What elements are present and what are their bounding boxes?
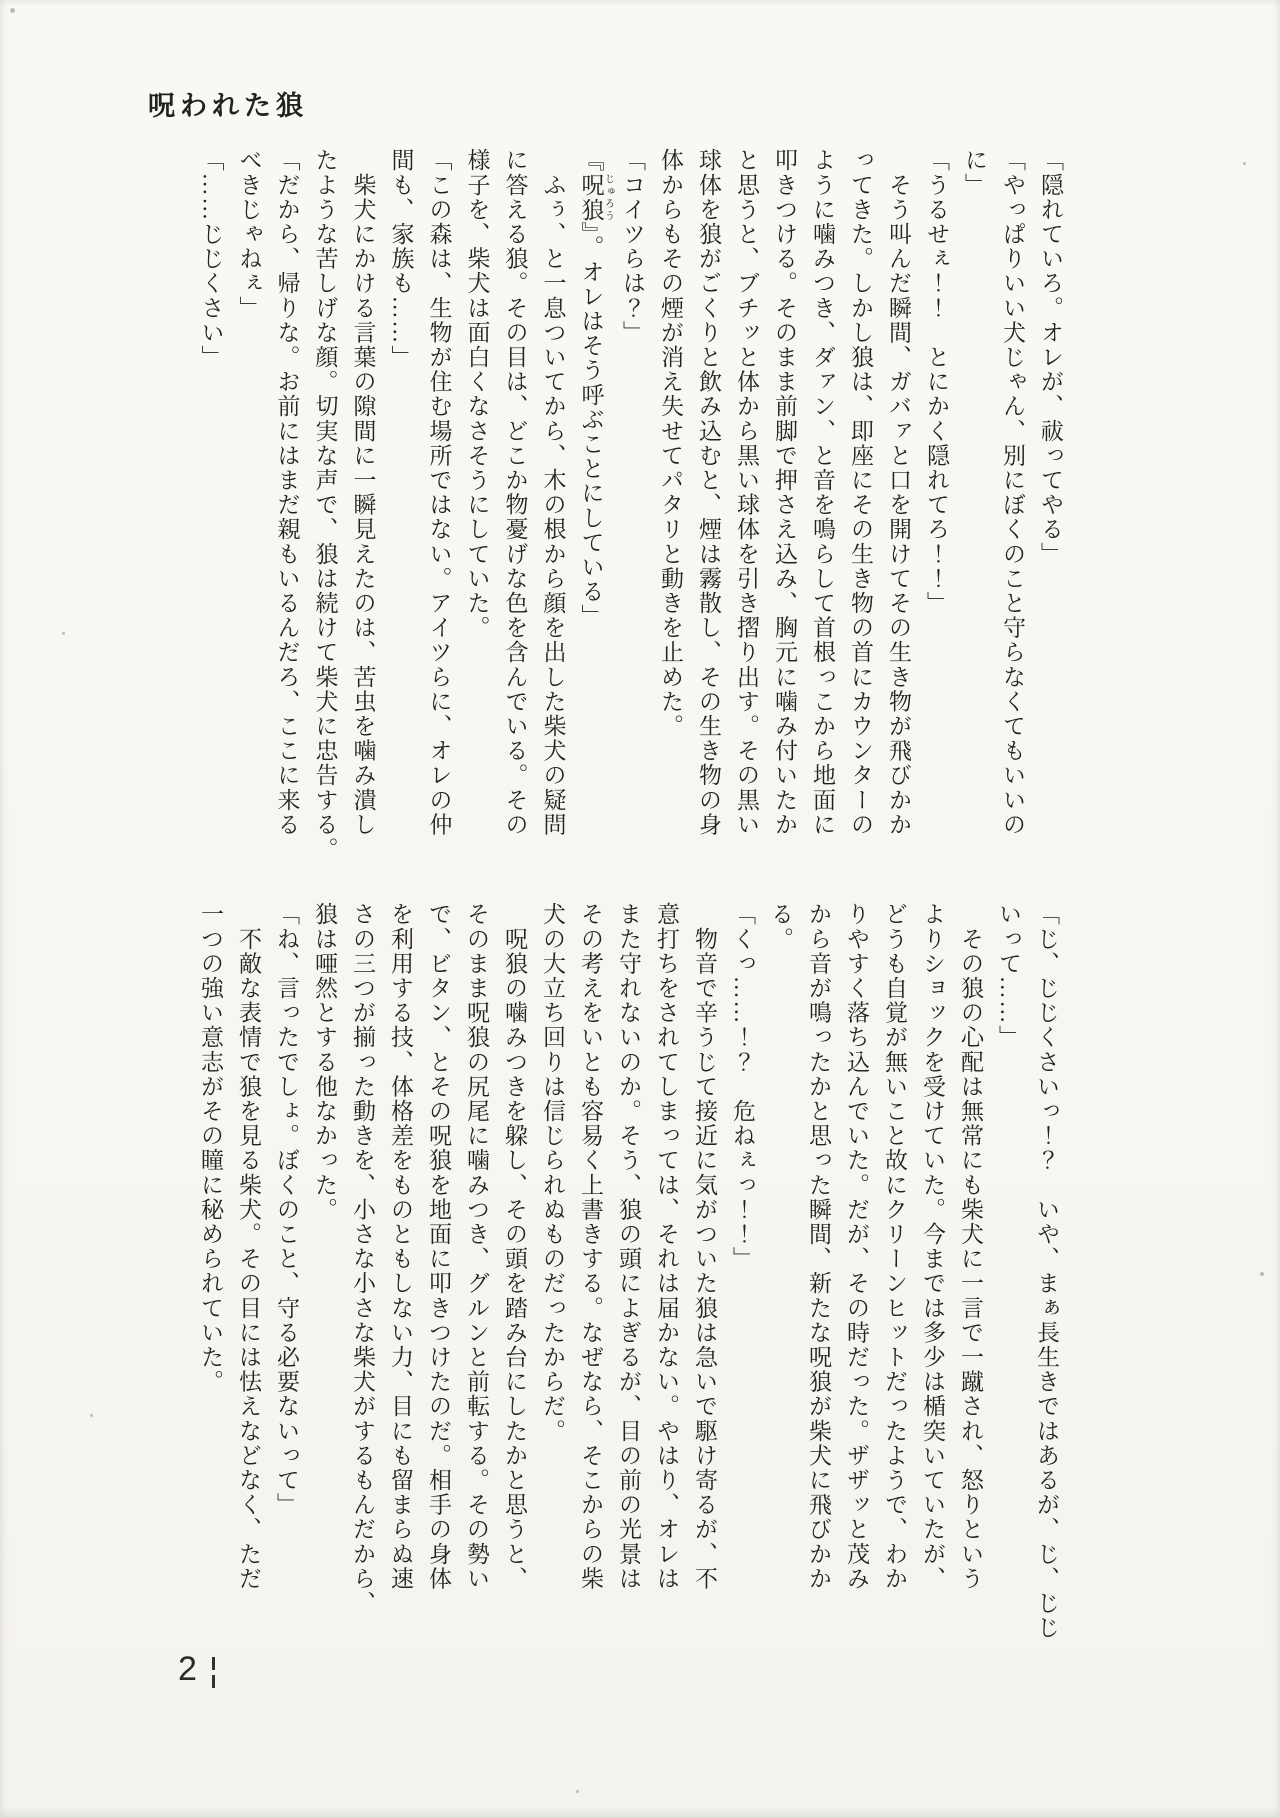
- text-column: に」: [962, 148, 987, 198]
- text-column: 「うるせぇ！！ とにかく隠れてろ！！」: [924, 148, 949, 616]
- text-column: そう叫んだ瞬間、ガバァと口を開けてその生き物が飛びかか: [886, 148, 911, 837]
- text-column: ふぅ、と一息ついてから、木の根から顔を出した柴犬の疑問: [540, 148, 566, 837]
- text-column: その狼の心配は無常にも柴犬に一言で一蹴され、怒りという: [958, 902, 983, 1591]
- upper-text-block: [192, 148, 1070, 861]
- page-title: 呪われた狼: [148, 91, 308, 121]
- text-column: 「だから、帰りな。お前にはまだ親もいるんだろ、ここに来る: [274, 148, 300, 837]
- text-column: そのまま呪狼の尻尾に噛みつき、グルンと前転する。その勢い: [464, 902, 489, 1591]
- text-column: 不敵な表情で狼を見る柴犬。その目には怯えなどなく、ただ: [236, 902, 261, 1591]
- text-column: 意打ちをされてしまっては、それは届かない。やはり、オレは: [654, 902, 679, 1591]
- text-column: ってきた。しかし狼は、即座にその生き物の首にカウンターの: [848, 148, 873, 837]
- lower-text-block: [191, 902, 1065, 1640]
- text-column: また守れないのか。そう、狼の頭によぎるが、目の前の光景は: [616, 902, 641, 1591]
- text-column: 「コイツらは？」: [620, 148, 645, 345]
- text-column: 柴犬にかける言葉の隙間に一瞬見えたのは、苦虫を噛み潰し: [350, 148, 376, 837]
- text-column: 「この森は、生物が住む場所ではない。アイツらに、オレの仲: [426, 148, 452, 837]
- text-column: を利用する技、体格差をものともしない力、目にも留まらぬ速: [388, 902, 413, 1591]
- text-column: から音が鳴ったかと思った瞬間、新たな呪狼が柴犬に飛びかか: [806, 902, 831, 1591]
- text-column: 「くっ……！？ 危ねぇっ！！」: [730, 902, 755, 1271]
- text-column: 体からもその煙が消え失せてパタリと動きを止めた。: [658, 148, 683, 739]
- text-column: 球体を狼がごくりと飲み込むと、煙は霧散し、その生き物の身: [696, 148, 721, 837]
- text-column: 犬の大立ち回りは信じられぬものだったからだ。: [540, 902, 565, 1444]
- text-column: 「……じじくさい」: [198, 148, 224, 370]
- scan-speck: [90, 1414, 93, 1417]
- scan-speck: [576, 1790, 579, 1793]
- scan-speck: [10, 8, 15, 13]
- scan-speck: [1260, 1272, 1264, 1276]
- page-footer: [178, 1652, 215, 1688]
- text-column: よりショックを受けていた。今までは多少は楯突いていたが、: [920, 902, 945, 1591]
- text-column: る。: [768, 902, 793, 952]
- page-number: 2: [178, 1650, 197, 1688]
- text-column: 狼は唖然とする他なかった。: [312, 902, 337, 1222]
- text-column: 「ね、言ったでしょ。ぼくのこと、守る必要ないって」: [274, 902, 299, 1517]
- page-number-ticks: [212, 1657, 215, 1688]
- text-column: 「じ、じじくさいっ！？ いや、まぁ長生きではあるが、じ、じじ: [1034, 902, 1059, 1640]
- text-column: 物音で辛うじて接近に気がついた狼は急いで駆け寄るが、不: [692, 902, 717, 1591]
- text-column: ように噛みつき、ダァン、と音を鳴らして首根っこから地面に: [810, 148, 835, 837]
- text-column: 一つの強い意志がその瞳に秘められていた。: [198, 902, 223, 1394]
- text-column: りやすく落ち込んでいた。だが、その時だった。ザザッと茂み: [844, 902, 869, 1591]
- text-column: いって……」: [996, 902, 1021, 1050]
- text-column: 叩きつける。そのまま前脚で押さえ込み、胸元に噛み付いたか: [772, 148, 797, 837]
- text-column: べきじゃねぇ」: [236, 148, 262, 321]
- scan-speck: [62, 632, 65, 635]
- text-column: 間も、家族も……」: [388, 148, 414, 370]
- scan-speck: [1243, 162, 1246, 165]
- text-column: 『呪狼 じゅろう』。オレはそう呼ぶことにしている」: [578, 148, 614, 629]
- text-column: どうも自覚が無いこと故にクリーンヒットだったようで、わか: [882, 902, 907, 1591]
- text-column: たような苦しげな顔。切実な声で、狼は続けて柴犬に忠告する。: [312, 148, 338, 862]
- text-column: さの三つが揃った動きを、小さな小さな柴犬がするもんだから、: [350, 902, 375, 1616]
- text-column: その考えをいとも容易く上書きする。なぜなら、そこからの柴: [578, 902, 603, 1591]
- text-column: と思うと、ブチッと体から黒い球体を引き摺り出す。その黒い: [734, 148, 759, 837]
- text-column: で、ビタン、とその呪狼を地面に叩きつけたのだ。相手の身体: [426, 902, 451, 1591]
- text-column: 呪狼の噛みつきを躱し、その頭を踏み台にしたかと思うと、: [502, 902, 527, 1591]
- text-column: に答える狼。その目は、どこか物憂げな色を含んでいる。その: [502, 148, 528, 837]
- text-column: 「隠れていろ。オレが、祓ってやる」: [1038, 148, 1063, 567]
- text-column: 様子を、柴犬は面白くなさそうにしていた。: [464, 148, 490, 640]
- text-column: 「やっぱりいい犬じゃん、別にぼくのこと守らなくてもいいの: [1000, 148, 1025, 837]
